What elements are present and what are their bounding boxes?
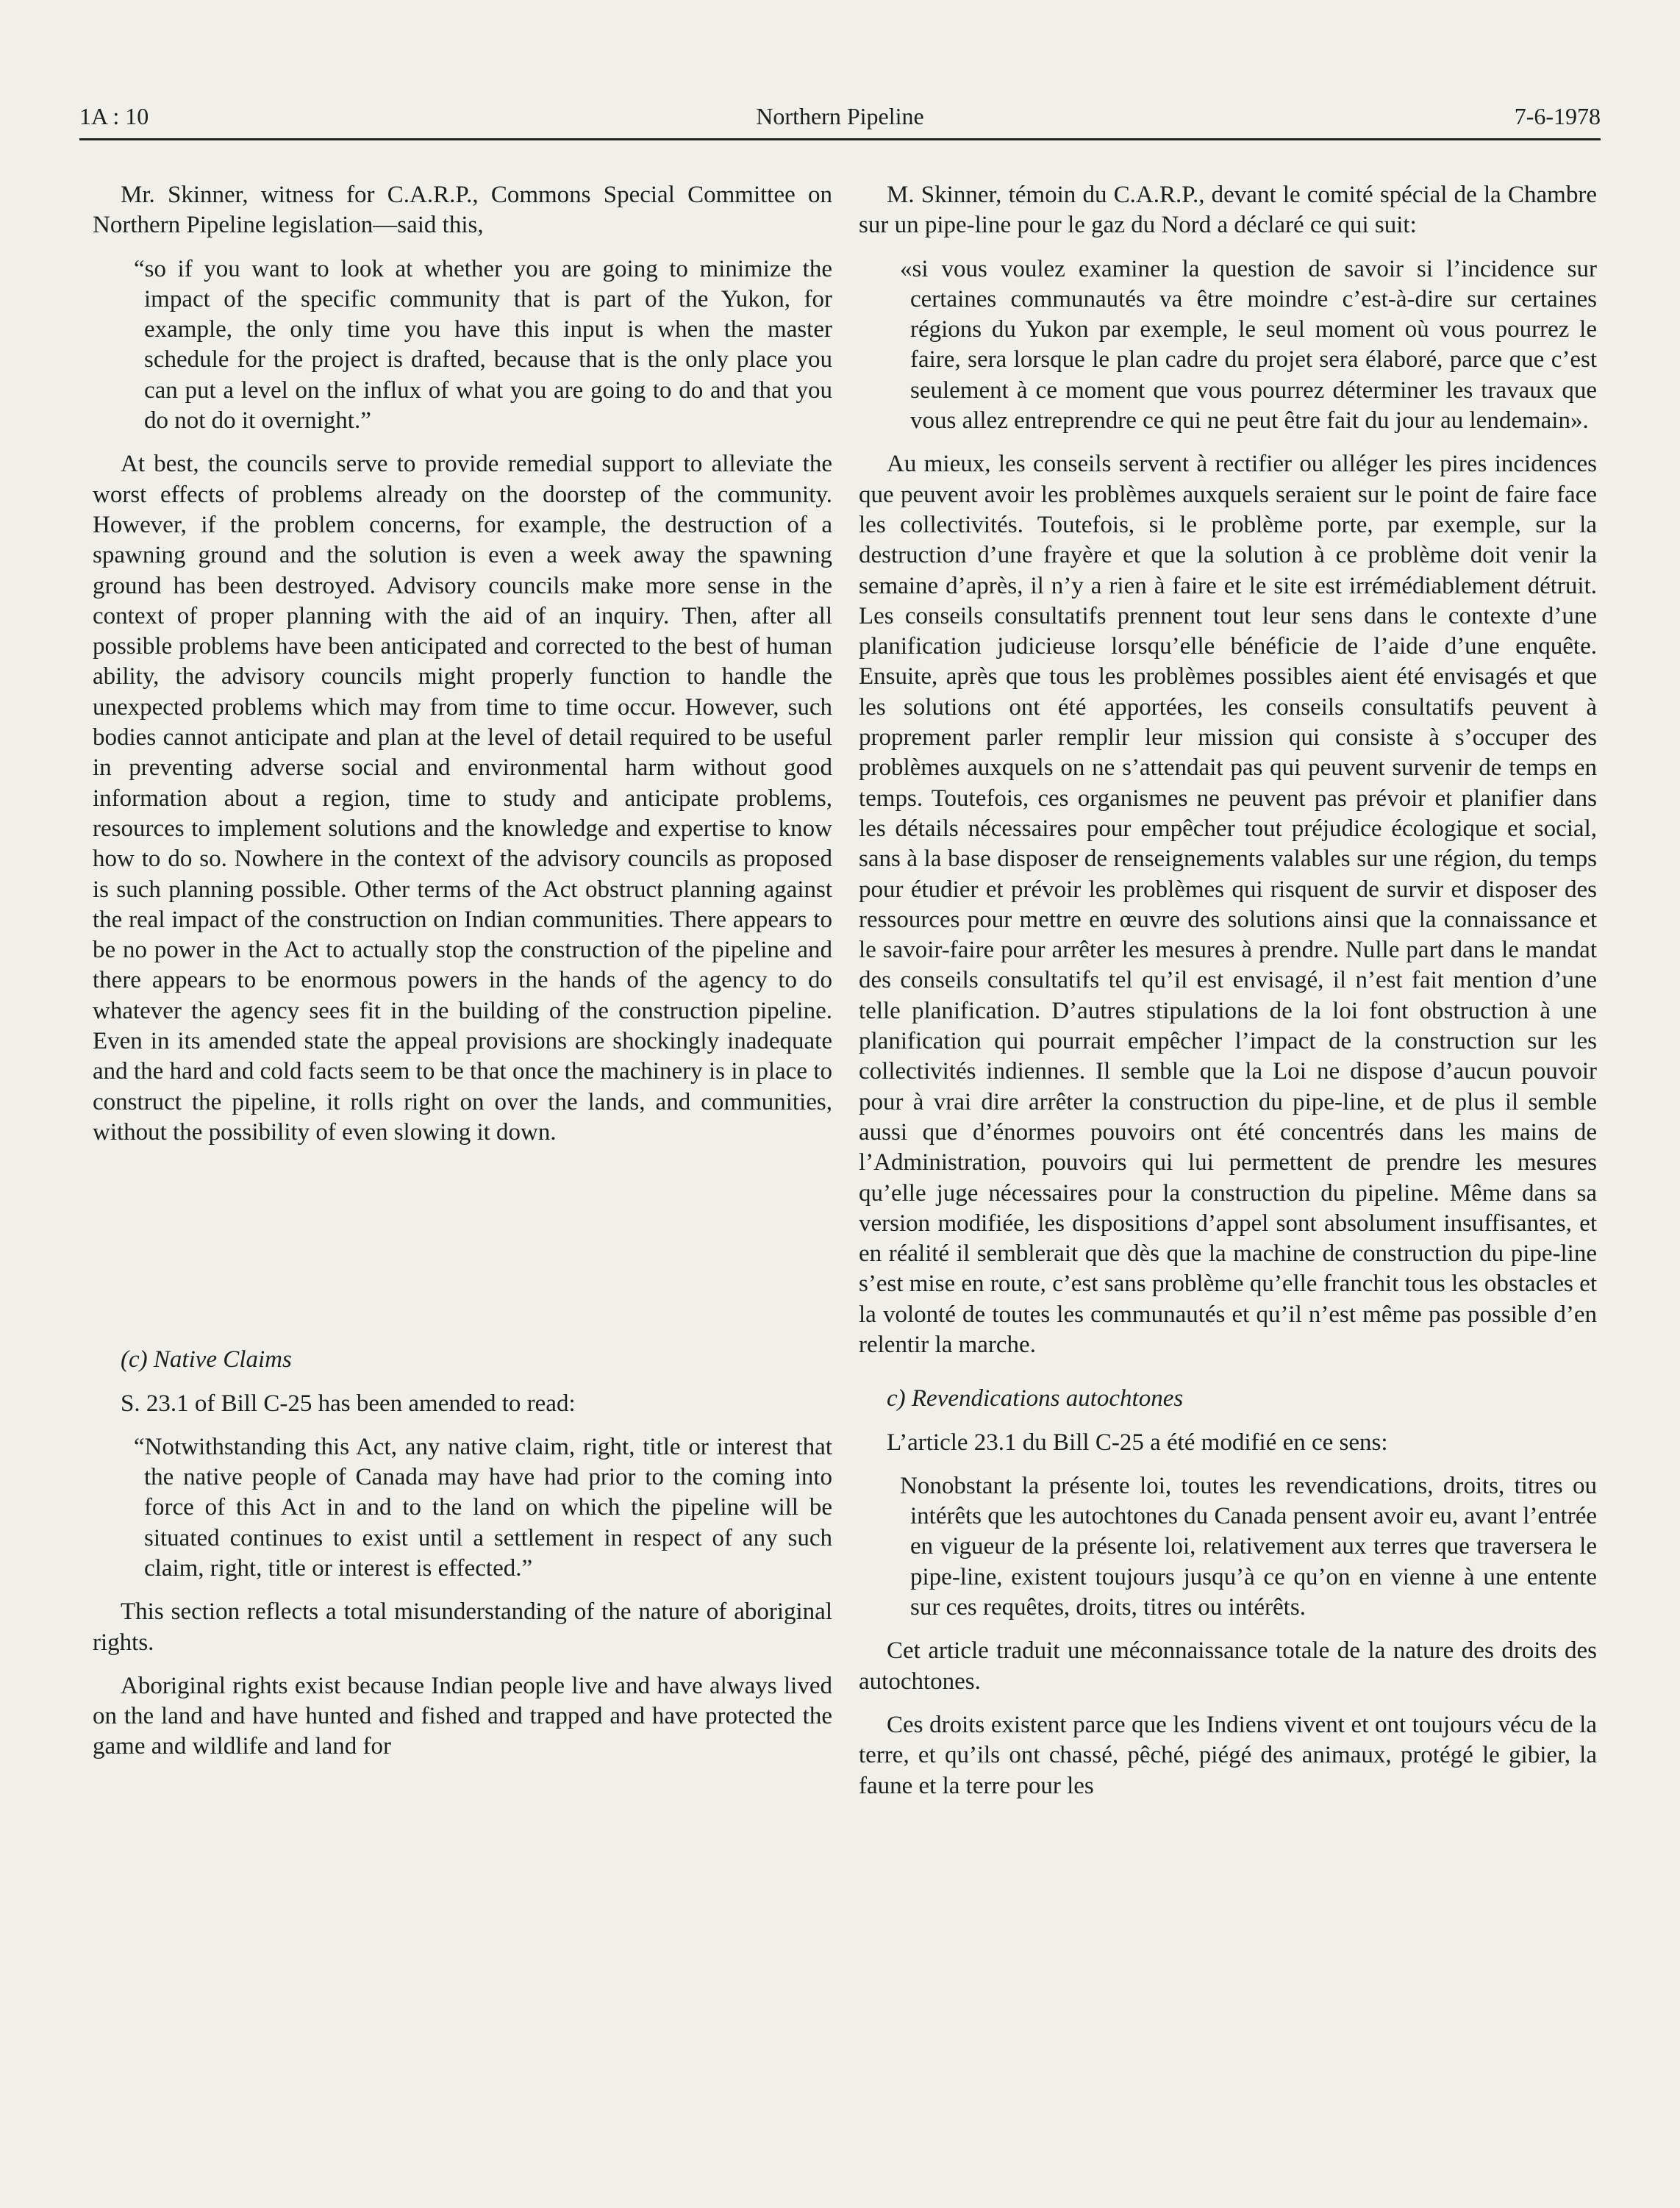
english-section-heading [121,1345,832,1375]
french-paragraph: L’article 23.1 du Bill C-25 a été modifié en ce sens: [887,1429,1388,1456]
header-date: 7-6-1978 [1514,103,1601,129]
english-quote: “Notwithstanding this Act, any native claim, right, title or interest that the native people of Canada may have had prior to the coming into force of this Act in and to the land on which the pipeline will be situated continues to exist until a settlement in respect of any such claim, right, title or interest is effected.” [134,1433,832,1582]
section-title: Revendications autochtones [911,1385,1184,1412]
page-header [79,103,1601,140]
french-quote: «si vous voulez examiner la question de savoir si l’incidence sur certaines communautés va être moindre c’est-à-dire sur certaines régions du Yukon par exemple, le seul moment où vous pourrez le faire, sera lorsque le plan cadre du projet sera élaboré, parce que c’est seulement à ce moment que vous pourrez déterminer les travaux que vous allez entreprendre ce qui ne peut être fait du jour au lendemain». [900,255,1597,435]
english-paragraph: S. 23.1 of Bill C-25 has been amended to read: [121,1390,576,1417]
french-quote: Nonobstant la présente loi, toutes les revendications, droits, titres ou intérêts que les autochtones du Canada pensent avoir eu, avant l’entrée en vigueur de la présente loi, relativement aux terres que traversera le pipe-line, existent toujours jusqu’à ce qu’on en vienne à une entente sur ces requêtes, droits, titres ou intérêts. [900,1472,1597,1621]
column-spacer [93,1161,832,1345]
header-page-number: 1A : 10 [79,103,149,129]
english-paragraph: Aboriginal rights exist because Indian people live and have always lived on the land and have hunted and fished and trapped and have protected the game and wildlife and land for [93,1672,832,1760]
french-paragraph: Ces droits existent parce que les Indiens vivent et ont toujours vécu de la terre, et qu’ils ont chassé, pêché, piégé des animaux, protégé le gibier, la faune et la terre pour les [859,1711,1597,1799]
section-label: c) [887,1385,906,1412]
english-column [93,180,832,1776]
french-column [859,180,1597,1815]
english-paragraph: Mr. Skinner, witness for C.A.R.P., Commons Special Committee on Northern Pipeline legislation—said this, [93,182,832,239]
header-title: Northern Pipeline [756,103,924,129]
column-spacer [859,1373,1597,1384]
french-paragraph: Au mieux, les conseils servent à rectifier ou alléger les pires incidences que peuvent avoir les problèmes auxquels seraient sur le point de faire face les collectivités. Toutefois, si le problème porte, par exemple, sur la destruction d’une frayère et que la solution à ce problème doit venir la semaine d’après, il n’y a rien à faire et le site est irrémédiablement détruit. Les conseils consultatifs prennent tout leur sens dans le contexte d’une planification judicieuse lorsqu’elle bénéficie de l’aide d’une enquête. Ensuite, après que tous les problèmes possibles aient été envisagés et que les solutions ont été apportées, les conseils consultatifs peuvent à proprement parler remplir leur mission qui consiste à s’occuper des problèmes auxquels on ne s’attendait pas qui peuvent survenir de temps en temps. Toutefois, ces organismes ne peuvent pas prévoir et planifier dans les détails nécessaires pour empêcher tout préjudice écologique et social, sans à la base disposer de renseignements valables sur une région, du temps pour étudier et prévoir les problèmes qui risquent de survir et disposer des ressources pour mettre en œuvre des solutions ainsi que la connaissance et le savoir-faire pour arrêter les mesures à prendre. Nulle part dans le mandat des conseils consultatifs tel qu’il est envisagé, il n’est fait mention d’une telle planification. D’autres stipulations de la loi font obstruction à une planification qui pourrait empêcher l’impact de la construction sur les collectivités indiennes. Il semble que la Loi ne dispose d’aucun pouvoir pour à vrai dire arrêter la construction du pipe-line, et de plus il semble aussi que d’énormes pouvoirs ont été concentrés dans les mains de l’Administration, pouvoirs qui lui permettent de prendre les mesures qu’elle juge nécessaires pour la construction du pipeline. Même dans sa version modifiée, les dispositions d’appel sont absolument insuffisantes, et en réalité il semblerait que dès que la machine de construction du pipe-line s’est mise en route, c’est sans problème qu’elle franchit tous les obstacles et la volonté de toutes les communautés et qu’il n’est même pas possible d’en relentir la marche. [859,451,1597,1358]
english-paragraph: At best, the councils serve to provide remedial support to alleviate the worst effects of problems already on the doorstep of the community. However, if the problem concerns, for example, the destruction of a spawning ground and the solution is even a week away the spawning ground has been destroyed. Advisory councils make more sense in the context of proper planning with the aid of an inquiry. Then, after all possible problems have been anticipated and corrected to the best of human ability, the advisory councils might properly function to handle the unexpected problems which may from time to time occur. However, such bodies cannot anticipate and plan at the level of detail required to be useful in preventing adverse social and environmental harm without good information about a region, time to study and anticipate problems, resources to implement solutions and the knowledge and expertise to know how to do so. Nowhere in the context of the advisory councils as proposed is such planning possible. Other terms of the Act obstruct planning against the real impact of the construction on Indian communities. There appears to be no power in the Act to actually stop the construction of the pipeline and there appears to be enormous powers in the hands of the agency to do whatever the agency sees fit in the building of the construction pipeline. Even in its amended state the appeal provisions are shockingly inadequate and the hard and cold facts seem to be that once the machinery is in place to construct the pipeline, it rolls right on over the lands, and communities, without the possibility of even slowing it down. [93,451,832,1146]
french-paragraph: Cet article traduit une méconnaissance totale de la nature des droits des autochtones. [859,1637,1597,1695]
english-paragraph: This section reflects a total misunderstanding of the nature of aboriginal rights. [93,1598,832,1656]
french-paragraph: M. Skinner, témoin du C.A.R.P., devant le comité spécial de la Chambre sur un pipe-line pour le gaz du Nord a déclaré ce qui suit: [859,182,1597,239]
section-label: (c) [121,1346,148,1373]
english-quote: “so if you want to look at whether you are going to minimize the impact of the specific community that is part of the Yukon, for example, the only time you have this input is when the master schedule for the project is drafted, because that is the only place you can put a level on the influx of what you are going to do and that you do not do it overnight.” [134,255,832,435]
section-title: Native Claims [153,1346,292,1373]
french-section-heading [887,1384,1597,1414]
